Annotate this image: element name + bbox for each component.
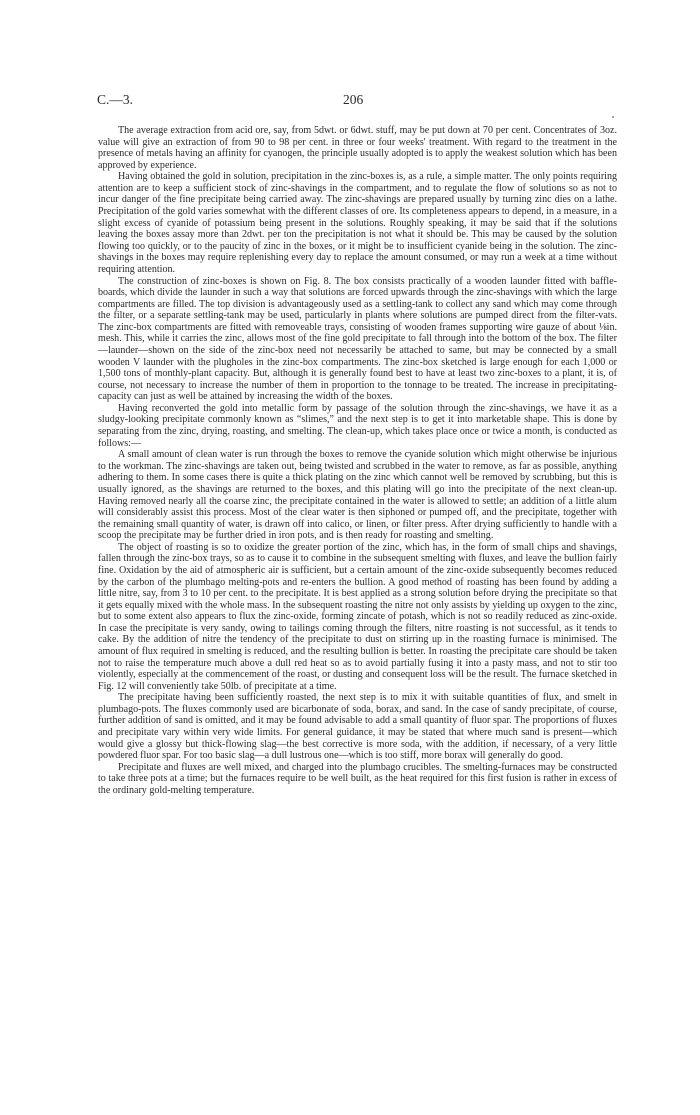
paragraph-precipitation: Having obtained the gold in solution, precipitation in the zinc-boxes is, as a rule, a simple matter. The only points requiring attention are to keep a sufficient stock of zinc-shavings in the compartment, and to regulate the flow of solutions so as not to incur danger of the fine precipitate being carried away. The zinc-shavings are prepared usually by turning zinc dies on a lathe. Precipitation of the gold varies somewhat with the different classes of ore. Its completeness appears to depend, in a measure, in a slight excess of cyanide of potassium being present in the solutions. Roughly speaking, it may be said that if the solutions leaving the boxes assay more than 2dwt. per ton the precipitation is not what it should be. This may be caused by the solution flowing too quickly, or to the paucity of zinc in the boxes, or it might be to insufficient cyanide being in the solution. The zinc-shavings in the boxes may require replenishing every day to replace the amount consumed, or may run a week at a time without requiring attention. [98,171,617,275]
margin-speck [612,116,614,118]
paragraph-smelting: Precipitate and fluxes are well mixed, and charged into the plumbago crucibles. The smelting-furnaces may be constructed to take three pots at a time; but the furnaces require to be well built, as the heat required for this first fusion is rather in excess of the ordinary gold-melting temperature. [98,761,617,796]
paragraph-fluxes: The precipitate having been sufficiently roasted, the next step is to mix it with suitable quantities of flux, and smelt in plumbago-pots. The fluxes commonly used are bicarbonate of soda, borax, and sand. In the case of sandy precipitate, of course, further addition of sand is omitted, and it may be found advisable to add a small quantity of fluor spar. The proportions of fluxes and precipitate vary within very wide limits. For general guidance, it may be stated that where much sand is present—which would give a glossy but thick-flowing slag—the best corrective is more soda, with the addition, if necessary, of a very little powdered fluor spar. For too basic slag—a dull lustrous one—which is too stiff, more borax will generally do good. [98,692,617,762]
page-header [97,92,617,108]
paragraph-clean-up: A small amount of clean water is run through the boxes to remove the cyanide solution which might otherwise be injurious to the workman. The zinc-shavings are taken out, being twisted and scrubbed in the water to remove, as far as possible, anything adhering to them. In some cases there is quite a thick plating on the zinc which cannot well be removed by scrubbing, but this is usually ignored, as the shavings are returned to the boxes, and this plating will go into the precipitate of the next clean-up. Having removed nearly all the coarse zinc, the precipitate contained in the water is allowed to settle; an addition of a little alum will considerably assist this process. Most of the clear water is then siphoned or pumped off, and the precipitate, together with the remaining small quantity of water, is drawn off into calico, or linen, or filter press. After drying sufficiently to handle with a scoop the precipitate may be further dried in iron pots, and is then ready for roasting and smelting. [98,449,617,542]
paragraph-roasting: The object of roasting is so to oxidize the greater portion of the zinc, which has, in the form of small chips and shavings, fallen through the zinc-box trays, so as to cause it to combine in the subsequent smelting with fluxes, and leave the bullion fairly fine. Oxidation by the aid of atmospheric air is sufficient, but a certain amount of the zinc-oxide subsequently becomes reduced by the carbon of the plumbago melting-pots and re-enters the bullion. A good method of roasting has been found by adding a little nitre, say, from 3 to 10 per cent. to the precipitate. It is best applied as a strong solution before drying the precipitate so that it gets equally mixed with the whole mass. In the subsequent roasting the nitre not only assists by yielding up oxygen to the zinc, but to some extent also appears to flux the zinc-oxide, forming zincate of potash, which is not so readily reduced as zinc-oxide. In case the precipitate is very sandy, owing to tailings coming through the filters, nitre roasting is not successful, as it tends to cake. By the addition of nitre the tendency of the precipitate to dust on stirring up in the roasting furnace is minimised. The amount of flux required in smelting is reduced, and the resulting bullion is better. In roasting the precipitate care should be taken not to raise the temperature much above a dull red heat so as to avoid partially fusing it into a pasty mass, and not to stir too violently, especially at the commencement of the roast, or dusting and consequent loss will be the result. The furnace sketched in Fig. 12 will conveniently take 50lb. of precipitate at a time. [98,541,617,692]
paragraph-zinc-box-construction: The construction of zinc-boxes is shown on Fig. 8. The box consists practically of a wooden launder fitted with baffle-boards, which divide the launder in such a way that solutions are forced upwards through the zinc-shavings with which the large compartments are filled. The top division is advantageously used as a settling-tank to collect any sand which may come through the filter, or a separate settling-tank may be used, particularly in plants where solutions are pumped direct from the filter-vats. The zinc-box compartments are fitted with removeable trays, consisting of wooden frames supporting wire gauze of about ⅛in. mesh. This, while it carries the zinc, allows most of the fine gold precipitate to fall through into the bottom of the box. The filter—launder—shown on the side of the zinc-box need not necessarily be attached to same, but may be connected by a small wooden V launder with the plugholes in the zinc-box compartments. The zinc-box sketched is large enough for each 1,000 or 1,500 tons of monthly-plant capacity. But, although it is generally found best to have at least two zinc-boxes to a plant, it is, of course, not necessary to increase the number of them in proportion to the tonnage to be treated. The increase in precipitating-capacity can just as well be attained by increasing the width of the boxes. [98,275,617,403]
paragraph-slimes: Having reconverted the gold into metallic form by passage of the solution through the zinc-shavings, we have it as a sludgy-looking precipitate commonly known as “slimes,” and the next step is to get it into marketable shape. This is done by separating from the zinc, drying, roasting, and smelting. The clean-up, which takes place once or twice a month, is conducted as follows:— [98,402,617,449]
paragraph-extraction: The average extraction from acid ore, say, from 5dwt. or 6dwt. stuff, may be put down at 70 per cent. Concentrates of 3oz. value will give an extraction of from 90 to 98 per cent. in three or four weeks' treatment. With regard to the treatment in the presence of metals having an affinity for cyanogen, the principle usually adopted is to apply the weakest solution which has been approved by experience. [98,125,617,171]
body-text [98,125,617,797]
page-number: 206 [343,92,364,107]
parliamentary-paper-reference: C.—3. [97,92,134,107]
